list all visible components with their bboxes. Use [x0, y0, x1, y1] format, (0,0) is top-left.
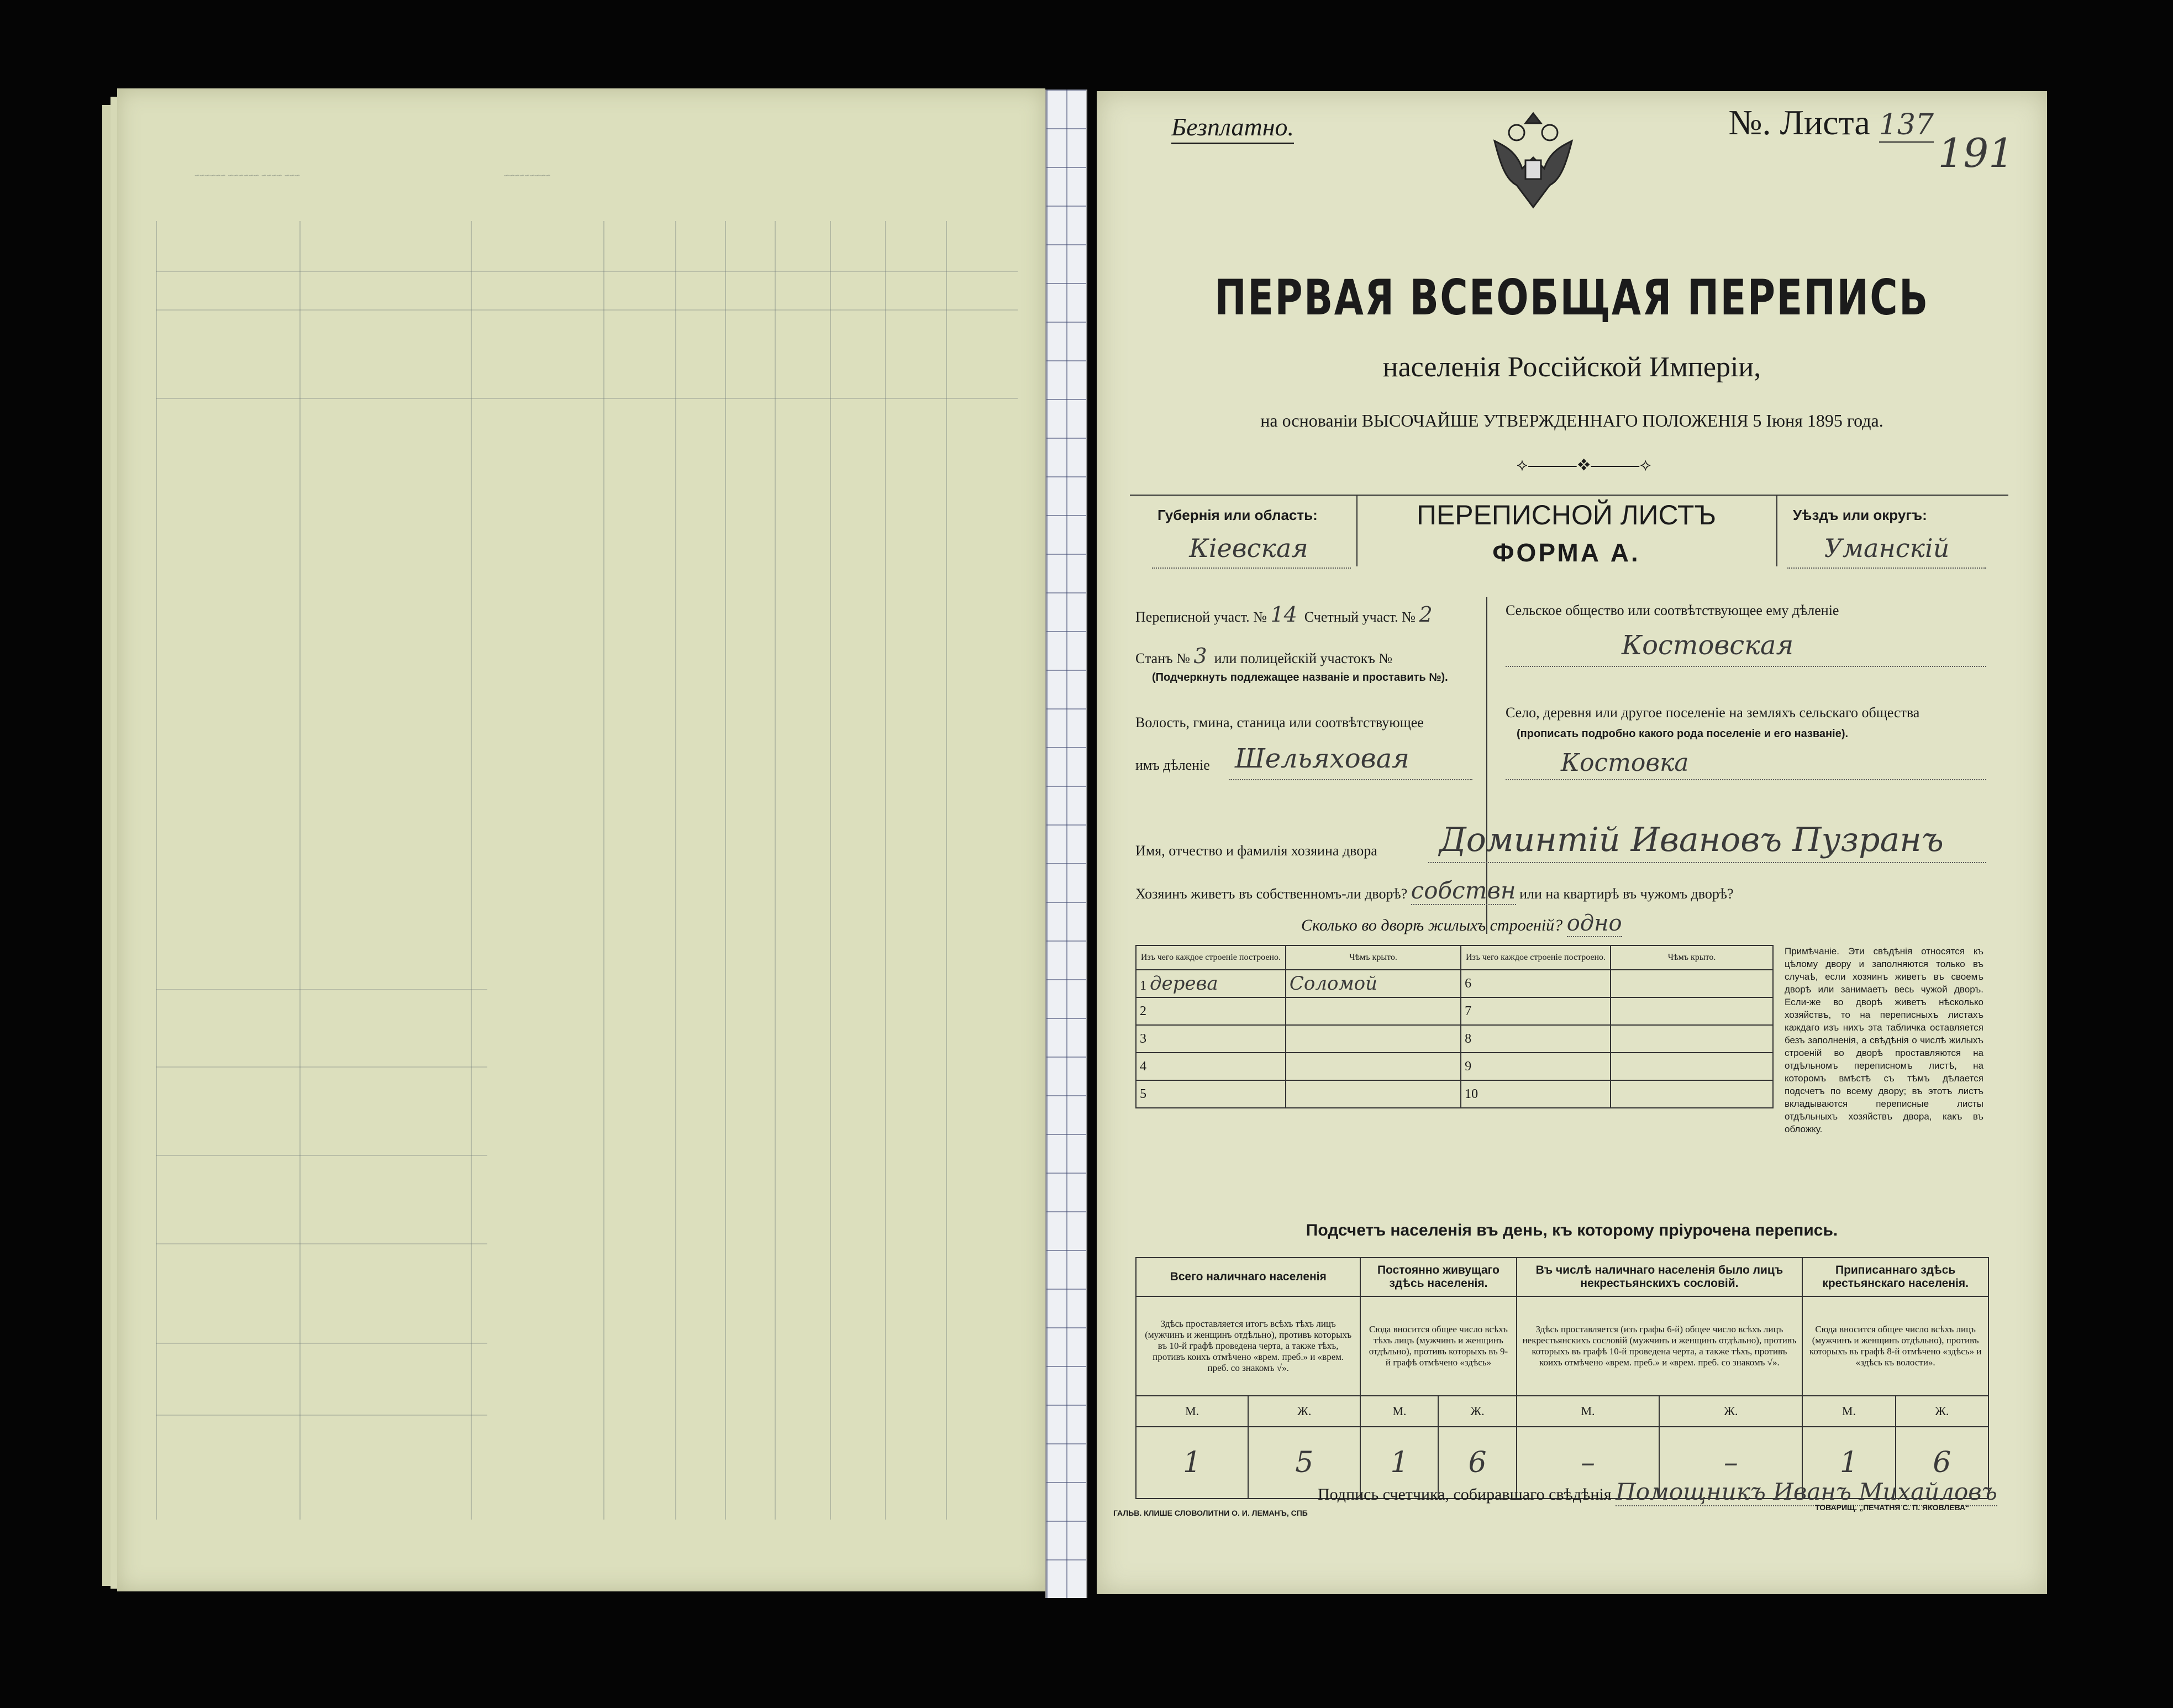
table-row: [1136, 1080, 1773, 1108]
roof-value: Соломой: [1289, 973, 1378, 995]
stan-label: Станъ №: [1135, 650, 1190, 666]
female-header: Ж.: [1438, 1396, 1516, 1427]
female-header: Ж.: [1896, 1396, 1988, 1427]
ghost-rule: [156, 1243, 487, 1244]
printer-credit: ГАЛЬВ. КЛИШЕ СЛОВОЛИТНИ О. И. ЛЕМАНЪ, СПБ: [1113, 1509, 1308, 1517]
reverse-page: [117, 88, 1045, 1591]
field-underline: [1229, 779, 1472, 780]
volost-value: Шельяховая: [1235, 743, 1409, 774]
row-number: 4: [1140, 1059, 1146, 1074]
signature-label: Подпись счетчика, собиравшаго свѣдѣнія: [1318, 1485, 1612, 1504]
female-count: –: [1659, 1427, 1802, 1499]
ghost-rule: [156, 1415, 487, 1416]
ghost-rule: [885, 221, 886, 1520]
ghost-rule: [156, 989, 487, 990]
roof-header: Чѣмъ крыто.: [1286, 945, 1461, 970]
table-row: [1136, 1025, 1773, 1053]
ghost-rule: [946, 221, 947, 1520]
row-number: 9: [1465, 1059, 1472, 1074]
underline-note: (Подчеркнуть подлежащее названіе и проставить №).: [1152, 671, 1448, 684]
row-number: 6: [1465, 976, 1472, 991]
male-header: М.: [1136, 1396, 1248, 1427]
residence-line: [1135, 877, 1734, 904]
material-cell: [1136, 997, 1286, 1025]
roof-cell: [1611, 1080, 1773, 1108]
residence-label-rent: или на квартирѣ въ чужомъ дворѣ?: [1519, 886, 1734, 902]
guberniya-value: Кіевская: [1189, 533, 1308, 563]
district-line: [1135, 602, 1433, 627]
material-cell: [1461, 1053, 1611, 1080]
roof-cell: [1286, 997, 1461, 1025]
material-cell: [1461, 1025, 1611, 1053]
binding-strip: [1045, 90, 1087, 1598]
field-underline: [1506, 666, 1986, 667]
press-credit: ТОВАРИЩ. „ПЕЧАТНЯ С. П. ЯКОВЛЕВА“: [1815, 1503, 1970, 1512]
ghost-rule: [156, 271, 1018, 272]
page-subtitle: населенія Россійской Имперіи,: [1382, 351, 1761, 383]
material-cell: [1136, 1053, 1286, 1080]
male-header: М.: [1802, 1396, 1895, 1427]
ghost-rule: [156, 309, 1018, 311]
group-desc: Здѣсь проставляется (изъ графы 6-й) общее число всѣхъ лицъ некрестьянскихъ сословій (мужчинъ и женщинъ отдѣльно), противъ которыхъ въ графѣ 10-й проведена черта, а также тѣхъ, противъ коихъ отмѣчено «врем. преб.» и «врем. преб. со знакомъ √».: [1517, 1296, 1803, 1396]
material-cell: [1136, 1025, 1286, 1053]
material-cell: [1461, 1080, 1611, 1108]
female-header: Ж.: [1248, 1396, 1360, 1427]
ghost-rule: [830, 221, 831, 1520]
signature-line: [1318, 1478, 1997, 1505]
village-value: Костовка: [1561, 749, 1689, 777]
volost-label: Волость, гмина, станица или соотвѣтствующее: [1135, 714, 1424, 731]
group-desc: Сюда вносится общее число всѣхъ лицъ (мужчинъ и женщинъ отдѣльно), противъ которыхъ въ графѣ 8-й отмѣчено «здѣсь» и «здѣсь къ волости».: [1802, 1296, 1988, 1396]
row-number: 7: [1465, 1003, 1472, 1018]
owner-name-value: Доминтій Ивановъ Пузранъ: [1439, 821, 1944, 859]
ghost-rule: [156, 1343, 487, 1344]
sheet-number-value: 137: [1879, 108, 1934, 141]
field-underline: [1152, 567, 1351, 569]
male-header: М.: [1360, 1396, 1438, 1427]
row-number: 8: [1465, 1031, 1472, 1046]
uezd-value: Уманскій: [1824, 533, 1950, 563]
female-count: 6: [1438, 1427, 1516, 1499]
group-title: Приписаннаго здѣсь крестьянскаго населенія.: [1802, 1258, 1988, 1296]
owner-name-label: Имя, отчество и фамилія хозяина двора: [1135, 843, 1377, 859]
roof-cell: [1611, 970, 1773, 997]
group-desc: Сюда вносится общее число всѣхъ тѣхъ лицъ (мужчинъ и женщинъ отдѣльно), противъ которыхъ въ 9-й графѣ отмѣчено «здѣсь»: [1360, 1296, 1516, 1396]
volost-label-cont: имъ дѣленіе: [1135, 757, 1210, 773]
ghost-rule: [603, 221, 604, 1520]
row-number: 10: [1465, 1086, 1479, 1101]
field-underline: [1428, 862, 1986, 863]
roof-cell: [1611, 1025, 1773, 1053]
roof-cell: [1286, 970, 1461, 997]
roof-cell: [1286, 1053, 1461, 1080]
material-header: Изъ чего каждое строеніе построено.: [1461, 945, 1611, 970]
signature-value: Помощникъ Иванъ Михайловъ: [1616, 1478, 1997, 1505]
female-count: 5: [1248, 1427, 1360, 1499]
ghost-rule: [156, 398, 1018, 399]
male-header: М.: [1517, 1396, 1660, 1427]
village-label: Село, деревня или другое поселеніе на земляхъ сельскаго общества: [1506, 705, 1920, 721]
divider: [1130, 495, 2008, 496]
buildings-note: Примѣчаніе. Эти свѣдѣнія относятся къ цѣлому двору и заполняются только въ случаѣ, если хозяинъ живетъ въ своемъ дворѣ или занимаетъ весь чужой дворъ. Если-же во дворѣ живетъ нѣсколько хозяйствъ, то на переписныхъ листахъ каждаго изъ нихъ эта табличка оставляется безъ заполненія, а свѣдѣнія о числѣ жилыхъ строеній во дворѣ проставляются на отдѣльномъ переписномъ листѣ, на которомъ вмѣстѣ съ тѣмъ дѣлается подсчетъ по всему двору; въ этотъ листъ вкладываются переписные листы отдѣльныхъ хозяйствъ двора, какъ въ обложку.: [1785, 946, 1983, 1134]
ghost-rule: [675, 221, 676, 1520]
group-title: Въ числѣ наличнаго населенія было лицъ некрестьянскихъ сословій.: [1517, 1258, 1803, 1296]
male-count: –: [1517, 1427, 1660, 1499]
residence-label-own: Хозяинъ живетъ въ собственномъ-ли дворѣ?: [1135, 886, 1408, 902]
table-row: [1136, 970, 1773, 997]
stan-line: [1135, 644, 1392, 668]
roof-cell: [1286, 1025, 1461, 1053]
female-count: 6: [1896, 1427, 1988, 1499]
residence-value: собствн: [1411, 877, 1516, 904]
group-title: Постоянно живущаго здѣсь населенія.: [1360, 1258, 1516, 1296]
ghost-rule: [299, 221, 301, 1520]
field-underline: [1787, 567, 1986, 569]
show-through-text: ~~~~~~~~~: [504, 171, 551, 181]
ghost-rule: [775, 221, 776, 1520]
material-cell: [1461, 970, 1611, 997]
census-form-page: [1097, 91, 2047, 1594]
double-headed-eagle-emblem: [1483, 108, 1583, 218]
row-number: 2: [1140, 1003, 1146, 1018]
guberniya-label: Губернія или область:: [1157, 507, 1318, 523]
group-desc: Здѣсь проставляется итогъ всѣхъ тѣхъ лицъ (мужчинъ и женщинъ отдѣльно), противъ которыхъ въ 10-й графѣ проведена черта, а также тѣхъ, противъ коихъ отмѣчено «врем. преб.» и «врем. преб. со знакомъ √».: [1136, 1296, 1360, 1396]
form-title: ПЕРЕПИСНОЙ ЛИСТЪ: [1416, 500, 1717, 530]
material-value: дерева: [1150, 973, 1218, 995]
material-header: Изъ чего каждое строеніе построено.: [1136, 945, 1286, 970]
society-value: Костовская: [1622, 630, 1794, 661]
free-label: Безплатно.: [1171, 112, 1294, 144]
buildings-count-value: одно: [1566, 911, 1622, 936]
ghost-rule: [471, 221, 472, 1520]
group-title: Всего наличнаго населенія: [1136, 1258, 1360, 1296]
count-district-value: 2: [1419, 602, 1433, 627]
table-row: [1136, 997, 1773, 1025]
field-underline: [1506, 779, 1986, 780]
male-count: 1: [1802, 1427, 1895, 1499]
roof-cell: [1611, 997, 1773, 1025]
village-note: (прописать подробно какого рода поселеніе и его названіе).: [1517, 728, 1849, 740]
sheet-number-label: [1728, 102, 1934, 143]
male-count: 1: [1136, 1427, 1248, 1499]
census-district-value: 14: [1270, 602, 1297, 627]
row-number: 3: [1140, 1031, 1146, 1046]
ornament-divider: ⟡⸻❖⸻⟡: [1517, 456, 1651, 474]
row-number: 5: [1140, 1086, 1146, 1101]
material-cell: [1461, 997, 1611, 1025]
roof-header: Чѣмъ крыто.: [1611, 945, 1773, 970]
police-label: или полицейскій участокъ №: [1214, 650, 1393, 666]
uezd-label: Уѣздъ или округъ:: [1793, 507, 1927, 523]
ghost-rule: [156, 1155, 487, 1156]
table-row: [1136, 1053, 1773, 1080]
population-table: [1135, 1257, 1989, 1499]
buildings-count-line: [1301, 911, 1622, 936]
buildings-table: [1135, 945, 1774, 1108]
buildings-count-label: Сколько во дворѣ жилыхъ строеній?: [1301, 916, 1563, 934]
material-cell: [1136, 1080, 1286, 1108]
roof-cell: [1611, 1053, 1773, 1080]
stan-value: 3: [1193, 644, 1207, 668]
page-title: ПЕРВАЯ ВСЕОБЩАЯ ПЕРЕПИСЬ: [1214, 269, 1929, 326]
ghost-rule: [725, 221, 726, 1520]
count-district-label: Счетный участ. №: [1304, 609, 1416, 625]
ghost-rule: [156, 1066, 487, 1068]
show-through-text: ~~~ ~~~~ ~~~~~~ ~~~~~~: [194, 171, 300, 181]
society-label: Сельское общество или соотвѣтствующее ему дѣленіе: [1506, 602, 1839, 618]
form-code: ФОРМА А.: [1492, 538, 1640, 567]
ghost-rule: [156, 221, 157, 1520]
roof-cell: [1286, 1080, 1461, 1108]
material-cell: [1136, 970, 1286, 997]
row-number: 1: [1140, 979, 1146, 993]
divider: [1776, 495, 1777, 566]
population-heading: Подсчетъ населенія въ день, къ которому пріурочена перепись.: [1306, 1221, 1838, 1239]
decree-line: на основаніи ВЫСОЧАЙШЕ УТВЕРЖДЕННАГО ПОЛОЖЕНІЯ 5 Іюня 1895 года.: [1260, 411, 1883, 430]
sheet-label: №. Листа: [1728, 103, 1870, 142]
page-stamp: 191: [1938, 130, 2014, 176]
female-header: Ж.: [1659, 1396, 1802, 1427]
census-district-label: Переписной участ. №: [1135, 609, 1267, 625]
male-count: 1: [1360, 1427, 1438, 1499]
